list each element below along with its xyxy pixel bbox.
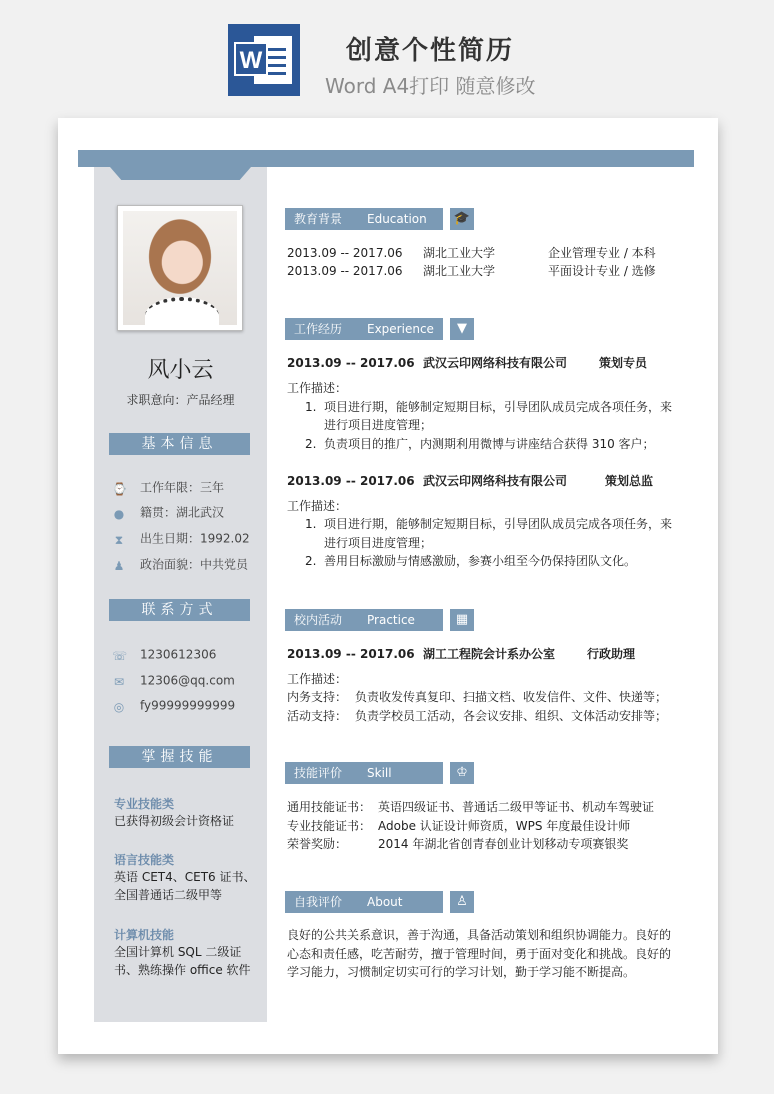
about-line: 心态和责任感，吃苦耐劳，擅于管理时间，勇于面对变化和挑战。良好的 [287, 947, 672, 961]
trophy-icon: ♔ [450, 762, 474, 784]
section-title-en: Practice [367, 613, 415, 627]
basic-info-heading: 基本信息 [109, 433, 250, 455]
section-title-en: Experience [367, 322, 434, 336]
location-icon: ● [113, 506, 125, 521]
job-point-text: 善用目标激励与情感激励，参赛小组至今仍保持团队文化。 [324, 554, 637, 568]
edu-major: 平面设计专业 / 选修 [548, 264, 656, 278]
skill-line-text: Adobe 认证设计师资质，WPS 年度最佳设计师 [378, 819, 631, 833]
section-title-en: About [367, 895, 403, 909]
skill-line-text: 英语四级证书、普通话二级甲等证书、机动车驾驶证 [378, 800, 655, 814]
practice-role: 行政助理 [587, 647, 636, 661]
practice-desc-label: 工作描述： [287, 672, 348, 686]
job-point-num: 2. [305, 554, 317, 568]
section-title-zh: 教育背景 [294, 212, 343, 226]
skill-group-title: 语言技能类 [114, 853, 175, 867]
skill-group-title: 专业技能类 [114, 797, 175, 811]
edu-school: 湖北工业大学 [423, 246, 496, 260]
practice-line-label: 内务支持： [287, 690, 348, 704]
sidebar-tab [110, 167, 251, 180]
info-birthdate: ⧗ 出生日期：1992.02 [112, 530, 250, 546]
about-line: 学习能力，习惯制定切实可行的学习计划，勤于学习能不断提高。 [287, 965, 636, 979]
skill-group-text: 全国计算机 SQL 二级证书、熟练操作 office 软件 [114, 945, 251, 977]
skill-line-label: 通用技能证书： [287, 800, 372, 814]
job-point-num: 2. [305, 437, 317, 451]
job-point-num: 1. [305, 517, 317, 531]
hourglass-icon: ⧗ [114, 532, 124, 547]
section-title-en: Skill [367, 766, 392, 780]
section-title-zh: 工作经历 [294, 322, 343, 336]
job-point-text: 进行项目进度管理； [324, 418, 433, 432]
windows-icon: ▦ [450, 609, 474, 631]
edu-major: 企业管理专业 / 本科 [548, 246, 656, 260]
job-point-num: 1. [305, 400, 317, 414]
profile-photo [117, 205, 243, 331]
word-letter: W [234, 42, 268, 76]
skill-line-text: 2014 年湖北省创青春创业计划移动专项赛银奖 [378, 837, 629, 851]
job-company: 武汉云印网络科技有限公司 [423, 356, 568, 370]
mail-icon: ✉ [113, 674, 125, 689]
practice-line-label: 活动支持： [287, 709, 348, 723]
banner-subtitle: Word A4打印 随意修改 [325, 74, 536, 98]
job-point-text: 负责项目的推广，内测期利用微博与讲座结合获得 310 客户； [324, 437, 655, 451]
job-point-text: 项目进行期，能够制定短期目标，引导团队成员完成各项任务，来 [324, 517, 673, 531]
section-title-en: Education [367, 212, 427, 226]
skill-group-text: 英语 CET4、CET6 证书、全国普通话二级甲等 [114, 870, 256, 902]
job-desc-label: 工作描述： [287, 381, 348, 395]
edu-period: 2013.09 -- 2017.06 [287, 246, 403, 260]
job-desc-label: 工作描述： [287, 499, 348, 513]
section-title-zh: 技能评价 [294, 766, 343, 780]
skill-group-text: 已获得初级会计资格证 [114, 814, 235, 828]
practice-line-text: 负责收发传真复印、扫描文档、收发信件、文件、快递等； [355, 690, 668, 704]
contact-heading: 联系方式 [109, 599, 250, 621]
contact-phone: ☏ 1230612306 [112, 647, 217, 663]
info-political: ♟ 政治面貌：中共党员 [113, 557, 249, 573]
graduation-cap-icon: 🎓 [450, 208, 474, 230]
banner-title: 创意个性简历 [346, 36, 515, 66]
about-line: 良好的公共关系意识，善于沟通，具备活动策划和组织协调能力。良好的 [287, 928, 672, 942]
section-title-zh: 校内活动 [294, 613, 343, 627]
word-logo-icon [228, 24, 300, 96]
resume-page [58, 118, 718, 1054]
job-role: 策划专员 [599, 356, 648, 370]
practice-line-text: 负责学校员工活动，各会议安排、组织、文体活动安排等； [355, 709, 668, 723]
job-point-text: 进行项目进度管理； [324, 536, 433, 550]
practice-org: 湖工工程院会计系办公室 [423, 647, 556, 661]
job-role: 策划总监 [605, 474, 654, 488]
skill-group-title: 计算机技能 [114, 928, 175, 942]
job-objective: 求职意向：产品经理 [126, 393, 235, 407]
edu-period: 2013.09 -- 2017.06 [287, 264, 403, 278]
top-accent-bar [78, 150, 694, 167]
skills-heading: 掌握技能 [109, 746, 250, 768]
user-icon: ♙ [450, 891, 474, 913]
wechat-icon: ◎ [113, 699, 125, 714]
job-period: 2013.09 -- 2017.06 [287, 474, 415, 488]
job-period: 2013.09 -- 2017.06 [287, 356, 415, 370]
skill-line-label: 专业技能证书： [287, 819, 372, 833]
tie-icon: ▼ [450, 318, 474, 340]
work-years-icon: ⌚ [112, 481, 127, 496]
info-work-years: ⌚ 工作年限：三年 [112, 480, 225, 496]
candidate-name: 风小云 [147, 358, 214, 383]
info-hometown: ● 籍贯：湖北武汉 [113, 505, 225, 521]
practice-period: 2013.09 -- 2017.06 [287, 647, 415, 661]
contact-email: ✉ 12306@qq.com [113, 673, 235, 689]
phone-icon: ☏ [112, 648, 128, 663]
job-company: 武汉云印网络科技有限公司 [423, 474, 568, 488]
skill-line-label: 荣誉奖励： [287, 837, 348, 851]
avatar [123, 211, 237, 325]
section-title-zh: 自我评价 [294, 895, 343, 909]
contact-wechat: ◎ fy99999999999 [113, 698, 236, 714]
job-point-text: 项目进行期，能够制定短期目标，引导团队成员完成各项任务，来 [324, 400, 673, 414]
edu-school: 湖北工业大学 [423, 264, 496, 278]
sidebar [94, 167, 267, 1022]
person-icon: ♟ [113, 558, 125, 573]
